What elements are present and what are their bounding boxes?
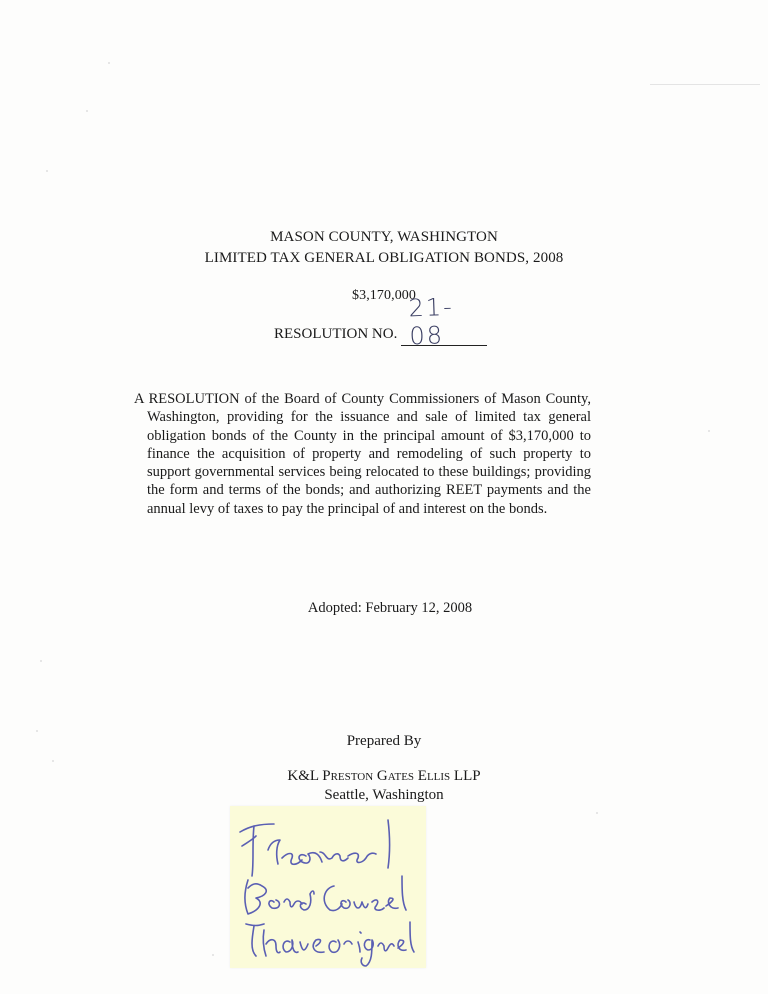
scan-speck: [46, 170, 48, 172]
sticky-note: [230, 806, 426, 968]
law-firm-name: K&L Preston Gates Ellis LLP: [287, 768, 481, 784]
bond-amount: $3,170,000: [352, 288, 416, 303]
resolution-number-handwritten: 21-08: [408, 292, 455, 351]
resolution-label: RESOLUTION NO.: [274, 326, 398, 342]
heading-bonds: LIMITED TAX GENERAL OBLIGATION BONDS, 2008: [204, 250, 564, 266]
scan-speck: [52, 760, 54, 762]
scan-line: [650, 84, 760, 85]
adopted-date: Adopted: February 12, 2008: [307, 600, 473, 616]
scan-speck: [86, 110, 88, 112]
resolution-number-field: [401, 292, 487, 351]
prepared-by-label: Prepared By: [346, 733, 422, 749]
scan-speck: [108, 62, 110, 64]
scan-speck: [40, 660, 42, 662]
scan-speck: [596, 812, 598, 814]
heading-county: MASON COUNTY, WASHINGTON: [270, 229, 498, 245]
scan-speck: [212, 954, 214, 956]
scan-speck: [708, 430, 710, 432]
resolution-intro-paragraph: A RESOLUTION of the Board of County Commissioners of Mason County, Washington, providing for the issuance and sale of limited tax general obligation bonds of the County in the principal amount of $3,170,000 to finance the acquisition of property and remodeling of such property to support governmental services being relocated to these buildings; providing the form and terms of the bonds; and authorizing REET payments and the annual levy of taxes to pay the principal of and interest on the bonds.: [134, 391, 591, 517]
handwritten-note-image: [230, 806, 426, 968]
law-firm-city: Seattle, Washington: [324, 787, 444, 803]
